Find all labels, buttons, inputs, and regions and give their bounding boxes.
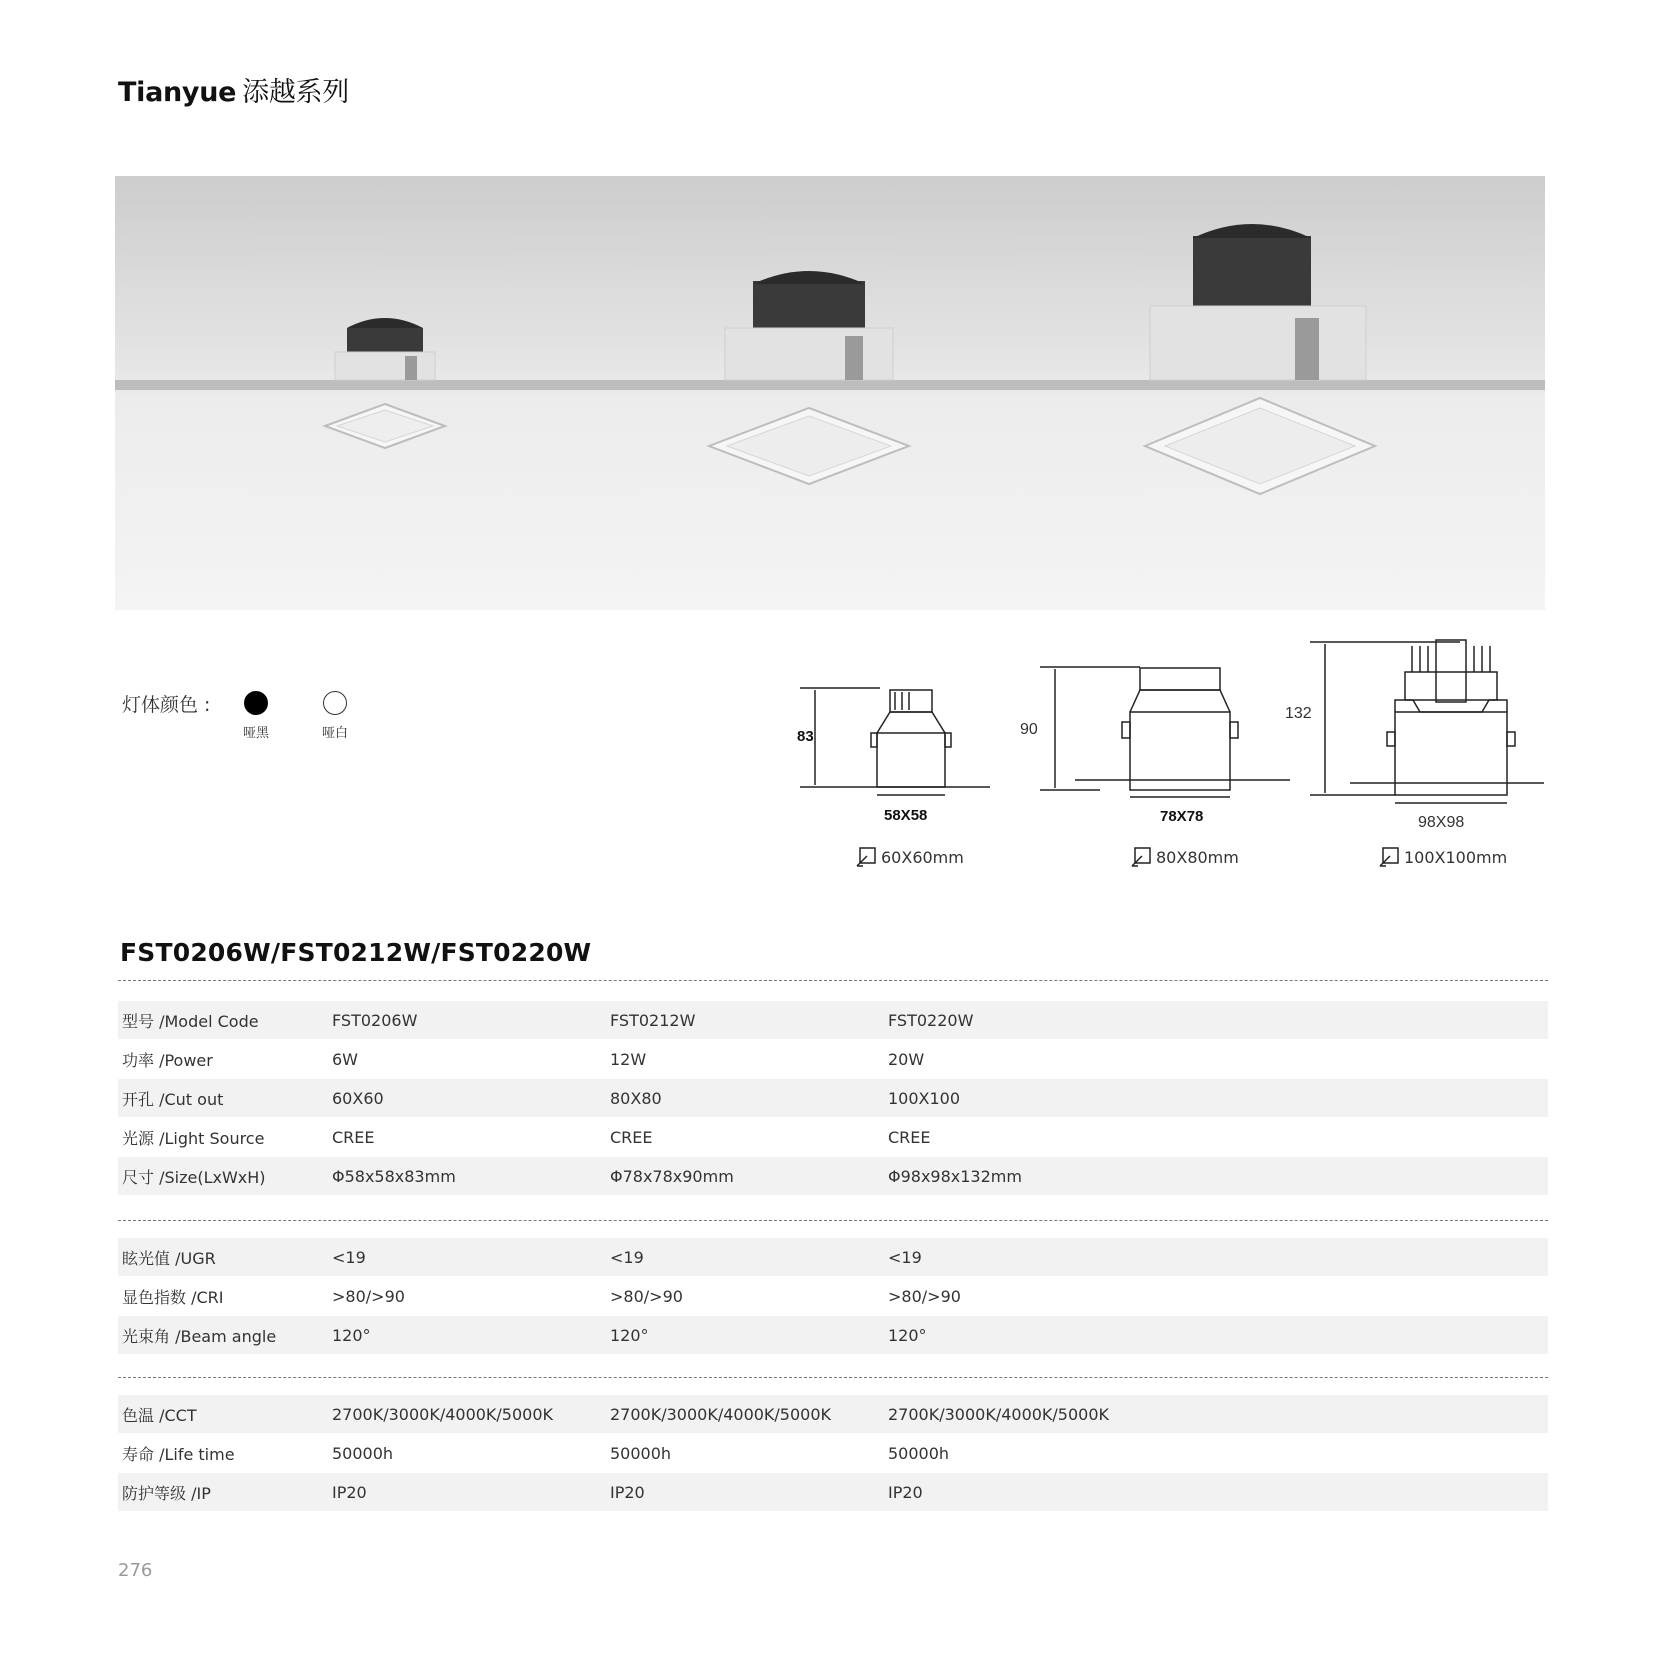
cutout-icon [855,846,877,868]
spec-value: Φ58x58x83mm [332,1166,456,1186]
series-name-en: Tianyue [118,77,237,108]
spec-row-cut-out [118,1079,1548,1117]
spec-value: IP20 [888,1482,923,1502]
page-number: 276 [118,1560,153,1581]
cutout-icon [1378,846,1400,868]
spec-label: 光源 /Light Source [122,1128,265,1148]
spec-value: >80/>90 [332,1286,405,1306]
spec-value: CREE [610,1127,653,1147]
spec-row-light-source [118,1118,1548,1156]
drawing-large-width: 98X98 [1418,814,1465,831]
cutout-large [1378,846,1507,868]
spec-value: Φ78x78x90mm [610,1166,734,1186]
spec-row-cct [118,1395,1548,1433]
cutout-medium-label: 80X80mm [1156,847,1239,867]
spec-value: 12W [610,1049,647,1069]
finish-name-black: 哑黑 [243,726,270,741]
drawing-medium-width: 78X78 [1160,808,1204,825]
spec-value: >80/>90 [610,1286,683,1306]
spec-value: 80X80 [610,1088,662,1108]
spec-row-power [118,1040,1548,1078]
spec-value: 2700K/3000K/4000K/5000K [888,1404,1110,1424]
spec-label: 寿命 /Life time [122,1444,235,1464]
spec-value: <19 [332,1247,366,1267]
spec-row-size [118,1157,1548,1195]
spec-value: 120° [888,1325,927,1345]
spec-value: Φ98x98x132mm [888,1166,1022,1186]
divider [118,980,1548,981]
spec-label: 开孔 /Cut out [122,1089,224,1109]
spec-label: 型号 /Model Code [122,1011,259,1031]
spec-row-ip [118,1473,1548,1511]
drawing-small [800,688,990,795]
drawing-small-height: 83 [797,728,814,745]
spec-value: CREE [332,1127,375,1147]
drawing-medium [1040,667,1290,797]
spec-value: 120° [610,1325,649,1345]
cutout-large-label: 100X100mm [1404,847,1508,867]
spec-value: 50000h [332,1443,394,1463]
drawing-medium-height: 90 [1020,721,1038,738]
drawing-small-width: 58X58 [884,807,928,824]
drawing-large [1310,640,1544,803]
spec-value: IP20 [610,1482,645,1502]
spec-label: 光束角 /Beam angle [122,1326,277,1346]
cutout-small-label: 60X60mm [881,847,964,867]
series-name-cn: 添越系列 [242,77,349,108]
spec-value: CREE [888,1127,931,1147]
finish-name-white: 哑白 [322,726,349,741]
spec-label: 防护等级 /IP [122,1483,211,1503]
spec-value: 100X100 [888,1088,961,1108]
divider [118,1377,1548,1378]
cutout-medium [1130,846,1239,868]
spec-row-beam-angle [118,1316,1548,1354]
spec-value: <19 [888,1247,922,1267]
spec-row-ugr [118,1238,1548,1276]
spec-value: <19 [610,1247,644,1267]
spec-value: >80/>90 [888,1286,961,1306]
spec-value: 2700K/3000K/4000K/5000K [610,1404,832,1424]
cutout-icon [1130,846,1152,868]
spec-value: IP20 [332,1482,367,1502]
divider [118,1220,1548,1221]
spec-value: FST0220W [888,1010,974,1030]
spec-value: FST0206W [332,1010,418,1030]
spec-label: 显色指数 /CRI [122,1287,224,1307]
finish-label: 灯体颜色 : [122,694,211,716]
spec-value: 2700K/3000K/4000K/5000K [332,1404,554,1424]
spec-value: 20W [888,1049,925,1069]
model-title: FST0206W/FST0212W/FST0220W [120,938,592,967]
spec-row-cri [118,1277,1548,1315]
spec-value: 120° [332,1325,371,1345]
spec-value: 60X60 [332,1088,384,1108]
drawing-large-height: 132 [1285,705,1312,722]
spec-value: 6W [332,1049,358,1069]
spec-label: 色温 /CCT [122,1405,197,1425]
spec-value: 50000h [888,1443,950,1463]
spec-value: FST0212W [610,1010,696,1030]
spec-row-model-code [118,1001,1548,1039]
cutout-small [855,846,964,868]
spec-row-life-time [118,1434,1548,1472]
spec-label: 眩光值 /UGR [122,1248,216,1268]
spec-value: 50000h [610,1443,672,1463]
spec-label: 尺寸 /Size(LxWxH) [122,1167,266,1187]
spec-label: 功率 /Power [122,1050,213,1070]
